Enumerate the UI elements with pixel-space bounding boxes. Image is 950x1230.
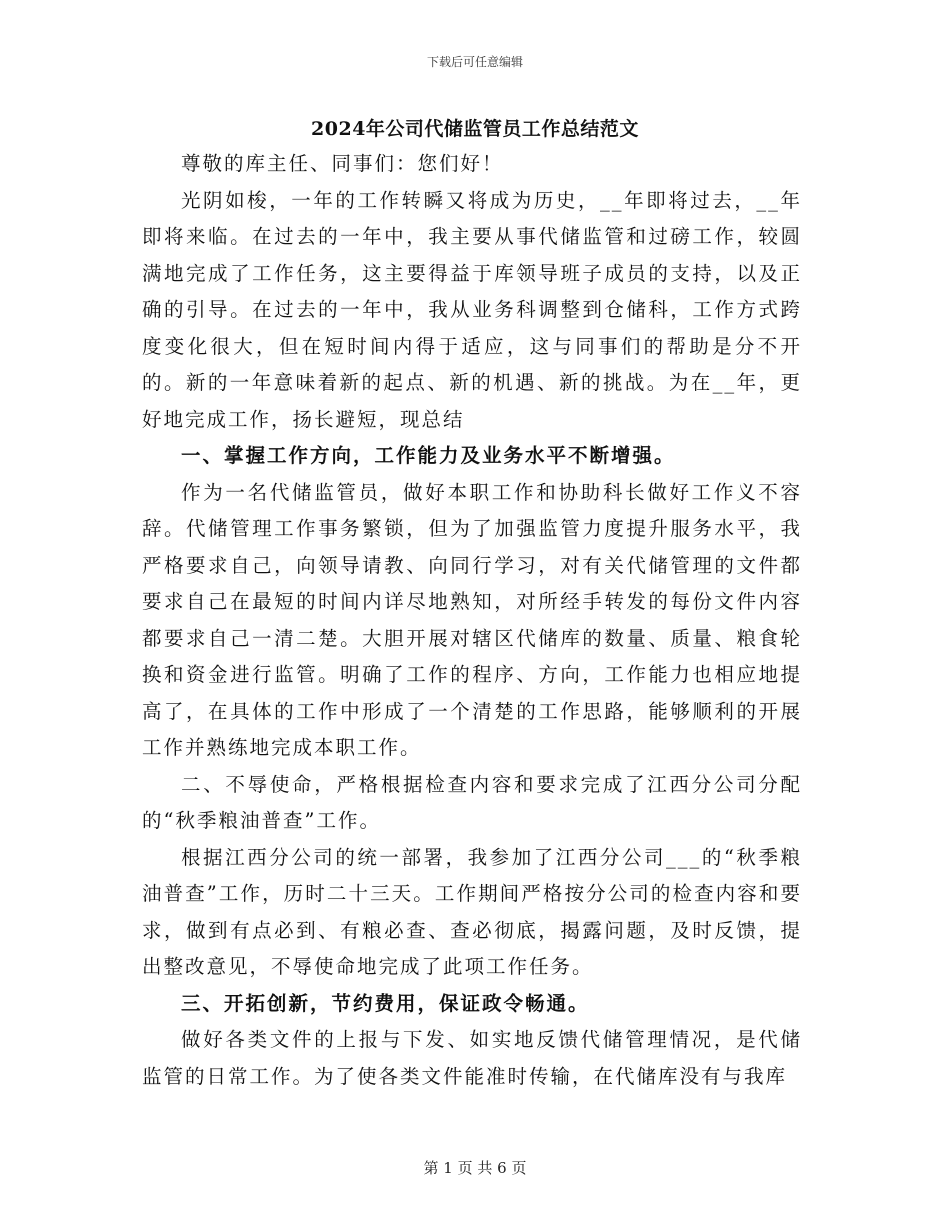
section-heading-1: 一、掌握工作方向，工作能力及业务水平不断增强。	[181, 444, 676, 467]
section-1-paragraph: 作为一名代储监管员，做好本职工作和协助科长做好工作义不容辞。代储管理工作事务繁锁，但为了加强监管力度提升服务水平，我严格要求自己，向领导请教、向同行学习，对有关代储管理的文件都要求自己在最短的时间内详尽地熟知，对所经手转发的每份文件内容都要求自己一清二楚。大胆开展对辖区代储库的数量、质量、粮食轮换和资金进行监管。明确了工作的程序、方向，工作能力也相应地提高了，在具体的工作中形成了一个清楚的工作思路，能够顺利的开展工作并熟练地完成本职工作。	[142, 480, 802, 759]
section-heading-2: 二、不辱使命，严格根据检查内容和要求完成了江西分公司分配的“秋季粮油普查”工作。	[142, 772, 802, 832]
intro-paragraph: 光阴如梭，一年的工作转瞬又将成为历史，__年即将过去，__年即将来临。在过去的一年中，我主要从事代储监管和过磅工作，较圆满地完成了工作任务，这主要得益于库领导班子成员的支持，以及正确的引导。在过去的一年中，我从业务科调整到仓储科，工作方式跨度变化很大，但在短时间内得于适应，这与同事们的帮助是分不开的。新的一年意味着新的起点、新的机遇、新的挑战。为在__年，更好地完成工作，扬长避短，现总结	[142, 188, 802, 431]
greeting-paragraph: 尊敬的库主任、同事们：您们好！	[181, 152, 504, 175]
section-2-paragraph: 根据江西分公司的统一部署，我参加了江西分公司___的“秋季粮油普查”工作，历时二十三天。工作期间严格按分公司的检查内容和要求，做到有点必到、有粮必查、查必彻底，揭露问题，及时反馈，提出整改意见，不辱使命地完成了此项工作任务。	[142, 845, 802, 978]
page-header-note: 下载后可任意编辑	[426, 55, 523, 69]
document-body	[142, 146, 802, 1095]
section-3-paragraph: 做好各类文件的上报与下发、如实地反馈代储管理情况，是代储监管的日常工作。为了使各类文件能准时传输，在代储库没有与我库	[142, 1028, 802, 1088]
section-heading-3: 三、开拓创新，节约费用，保证政令畅通。	[181, 991, 590, 1015]
page-number-footer: 第 1 页 共 6 页	[423, 1159, 527, 1177]
document-title: 2024年公司代储监管员工作总结范文	[311, 118, 639, 140]
